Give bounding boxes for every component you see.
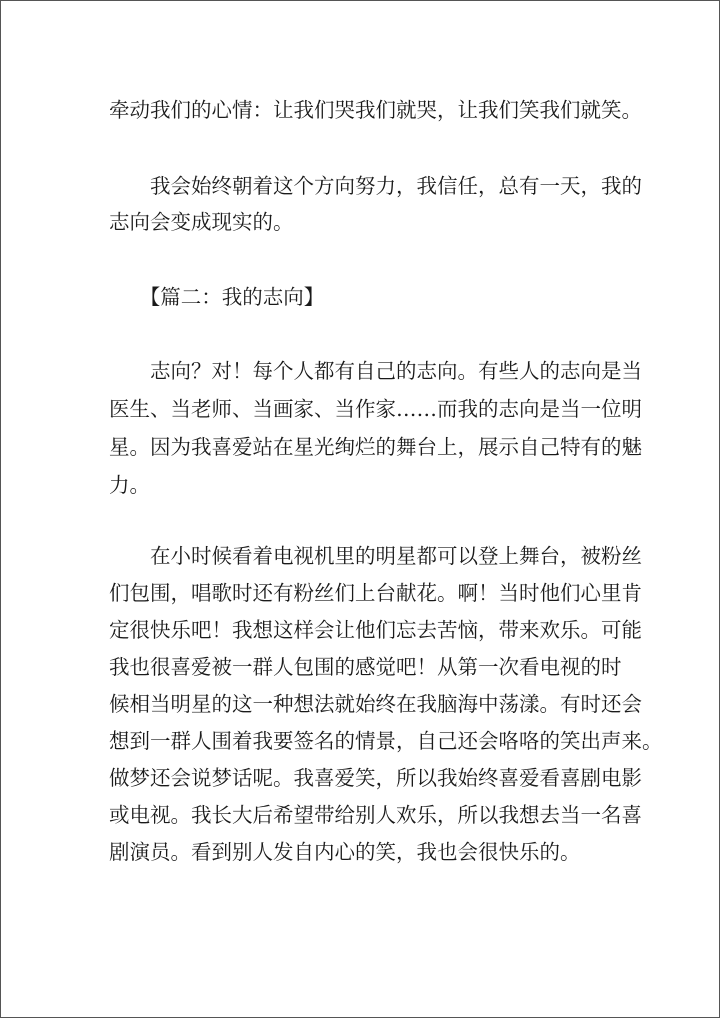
text-line: 在小时候看着电视机里的明星都可以登上舞台，被粉丝 [109, 544, 642, 568]
text-line: 我会始终朝着这个方向努力，我信任，总有一天，我的 [109, 174, 642, 198]
text-line: 们包围，唱歌时还有粉丝们上台献花。啊！当时他们心里肯 [109, 581, 642, 605]
text-line: 定很快乐吧！我想这样会让他们忘去苦恼，带来欢乐。可能 [109, 618, 642, 642]
heading-line: 【篇二：我的志向】 [109, 285, 325, 309]
text-line: 剧演员。看到别人发自内心的笑，我也会很快乐的。 [109, 840, 581, 864]
text-line: 医生、当老师、当画家、当作家……而我的志向是当一位明 [109, 397, 642, 421]
text-line: 想到一群人围着我要签名的情景，自己还会咯咯的笑出声来。 [109, 729, 663, 753]
text-line: 候相当明星的这一种想法就始终在我脑海中荡漾。有时还会 [109, 692, 642, 716]
text-line: 星。因为我喜爱站在星光绚烂的舞台上，展示自己特有的魅 [109, 435, 642, 459]
text-line: 我也很喜爱被一群人包围的感觉吧！从第一次看电视的时 [109, 655, 622, 679]
text-line: 志向会变成现实的。 [109, 210, 294, 234]
text-line: 做梦还会说梦话呢。我喜爱笑，所以我始终喜爱看喜剧电影 [109, 766, 642, 790]
text-line: 志向？对！每个人都有自己的志向。有些人的志向是当 [109, 359, 642, 383]
text-line: 牵动我们的心情：让我们哭我们就哭，让我们笑我们就笑。 [109, 98, 642, 122]
text-line: 力。 [109, 473, 150, 497]
text-line: 或电视。我长大后希望带给别人欢乐，所以我想去当一名喜 [109, 803, 642, 827]
